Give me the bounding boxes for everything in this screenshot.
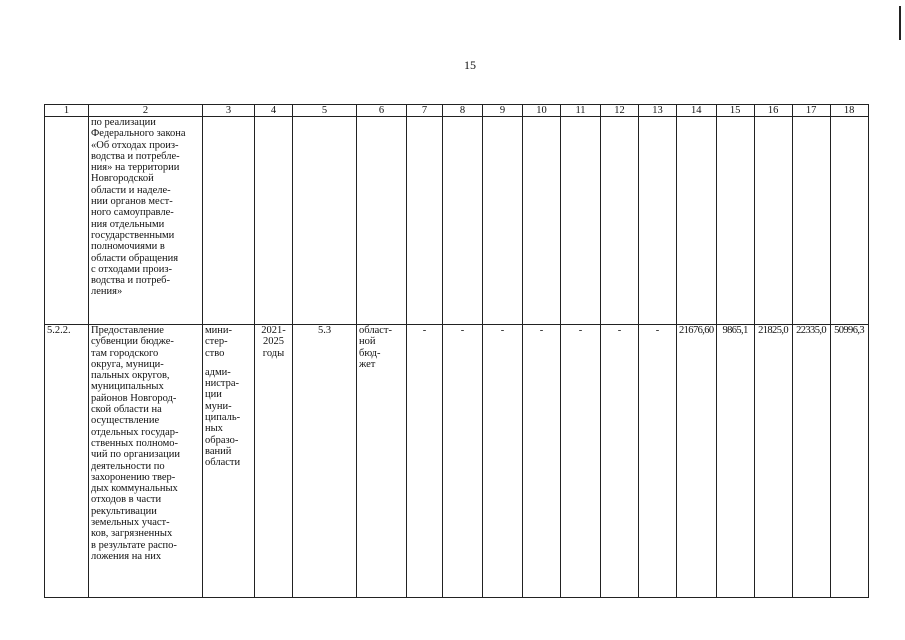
description-line: земельных участ- xyxy=(91,517,170,529)
description-line: нии органов мест- xyxy=(91,196,173,208)
executor-line: ции xyxy=(205,389,222,401)
source-line: бюд- xyxy=(359,347,381,359)
empty-cell xyxy=(830,117,868,325)
description-line: водства и потреб- xyxy=(91,275,170,287)
empty-cell xyxy=(203,117,255,325)
description-line: районов Новгород- xyxy=(91,392,177,404)
value-cell: 21676,60 xyxy=(677,325,717,598)
financing-table xyxy=(44,104,869,598)
description-line: ложения на них xyxy=(91,550,162,562)
period-line: годы xyxy=(262,347,285,359)
header-cell: 11 xyxy=(561,105,601,117)
header-cell: 7 xyxy=(407,105,443,117)
empty-cell xyxy=(523,117,561,325)
header-cell: 12 xyxy=(601,105,639,117)
executor-line: ципаль- xyxy=(205,412,241,424)
page-number: 15 xyxy=(464,58,476,72)
period-line: 2025 xyxy=(263,336,284,348)
value-cell: 21825,0 xyxy=(754,325,792,598)
executor-line: мини- xyxy=(205,325,232,336)
executor-line: ство xyxy=(205,347,225,359)
value-cell: 9865,1 xyxy=(716,325,754,598)
header-cell: 3 xyxy=(203,105,255,117)
description-line: Предоставление xyxy=(91,325,164,336)
description-line: Федерального закона xyxy=(91,128,186,140)
empty-cell xyxy=(677,117,717,325)
header-cell: 13 xyxy=(639,105,677,117)
header-cell: 8 xyxy=(443,105,483,117)
value-cell: - xyxy=(601,325,639,598)
description-line: полномочиями в xyxy=(91,241,165,253)
description-line: пальных округов, xyxy=(91,370,170,382)
header-cell: 17 xyxy=(792,105,830,117)
description-line: ственных полномо- xyxy=(91,437,179,449)
value-cell: - xyxy=(523,325,561,598)
executor-cell xyxy=(203,325,255,598)
empty-cell xyxy=(716,117,754,325)
funding-source-cell xyxy=(357,325,407,598)
value-cell: - xyxy=(407,325,443,598)
description-line: Новгородской xyxy=(91,173,154,185)
empty-cell xyxy=(483,117,523,325)
description-line: там городского xyxy=(91,347,159,359)
description-line: ния» на территории xyxy=(91,162,180,174)
row-number-cell: 5.2.2. xyxy=(45,325,89,598)
executor-line: нистра- xyxy=(205,378,240,390)
target-index-cell: 5.3 xyxy=(293,325,357,598)
description-line: ния отдельными xyxy=(91,218,165,230)
empty-cell xyxy=(255,117,293,325)
executor-line: ных xyxy=(205,423,223,435)
executor-line: стер- xyxy=(205,336,228,348)
source-line: жет xyxy=(359,358,376,370)
source-line: ной xyxy=(359,336,376,348)
description-line: водства и потребле- xyxy=(91,150,180,162)
header-cell: 4 xyxy=(255,105,293,117)
description-line: по реализации xyxy=(91,117,156,128)
measure-row-5-2-2 xyxy=(45,325,869,598)
description-line: отдельных государ- xyxy=(91,426,179,438)
value-cell: 22335,0 xyxy=(792,325,830,598)
executor-line: области xyxy=(205,457,241,469)
description-line: отходов в части xyxy=(91,494,162,506)
description-line: с отходами произ- xyxy=(91,263,173,275)
description-line: ков, загрязненных xyxy=(91,528,173,540)
description-line: области и наделе- xyxy=(91,184,171,196)
value-cell: 50996,3 xyxy=(830,325,868,598)
header-cell: 9 xyxy=(483,105,523,117)
header-cell: 10 xyxy=(523,105,561,117)
empty-cell xyxy=(407,117,443,325)
description-line: чий по организации xyxy=(91,449,181,461)
header-cell: 2 xyxy=(89,105,203,117)
executor-line: адми- xyxy=(205,366,231,378)
source-line: област- xyxy=(359,325,392,336)
header-cell: 16 xyxy=(754,105,792,117)
empty-cell xyxy=(754,117,792,325)
continuation-row xyxy=(45,117,869,325)
measure-description-cell xyxy=(89,117,203,325)
measure-description-cell xyxy=(89,325,203,598)
header-row xyxy=(45,105,869,117)
header-cell: 15 xyxy=(716,105,754,117)
description-line: дых коммунальных xyxy=(91,483,178,495)
header-cell: 14 xyxy=(677,105,717,117)
value-cell: - xyxy=(639,325,677,598)
executor-gap xyxy=(205,359,252,367)
description-line: в результате распо- xyxy=(91,539,177,551)
header-cell: 6 xyxy=(357,105,407,117)
description-line: государственными xyxy=(91,229,175,241)
page-edge-mark xyxy=(899,6,901,40)
description-line: муниципальных xyxy=(91,381,164,393)
description-line: ской области на xyxy=(91,404,162,416)
description-line: «Об отходах произ- xyxy=(91,139,179,151)
period-cell xyxy=(255,325,293,598)
header-cell: 5 xyxy=(293,105,357,117)
description-line: рекультивации xyxy=(91,505,157,517)
executor-line: ваний xyxy=(205,445,232,457)
description-line: осуществление xyxy=(91,415,160,427)
description-line: захоронению твер- xyxy=(91,471,176,483)
value-cell: - xyxy=(483,325,523,598)
description-line: деятельности по xyxy=(91,460,165,472)
empty-cell xyxy=(639,117,677,325)
empty-cell xyxy=(443,117,483,325)
empty-cell xyxy=(601,117,639,325)
empty-cell xyxy=(792,117,830,325)
header-cell: 1 xyxy=(45,105,89,117)
description-line: субвенции бюдже- xyxy=(91,336,174,348)
description-line: области обращения xyxy=(91,252,179,264)
value-cell: - xyxy=(561,325,601,598)
period-line: 2021- xyxy=(261,325,286,336)
value-cell: - xyxy=(443,325,483,598)
row-number-cell xyxy=(45,117,89,325)
description-line: ления» xyxy=(91,286,123,298)
empty-cell xyxy=(561,117,601,325)
empty-cell xyxy=(357,117,407,325)
description-line: ного самоуправле- xyxy=(91,207,174,219)
header-cell: 18 xyxy=(830,105,868,117)
executor-line: муни- xyxy=(205,400,232,412)
description-line: округа, муници- xyxy=(91,358,164,370)
empty-cell xyxy=(293,117,357,325)
executor-line: образо- xyxy=(205,434,239,446)
